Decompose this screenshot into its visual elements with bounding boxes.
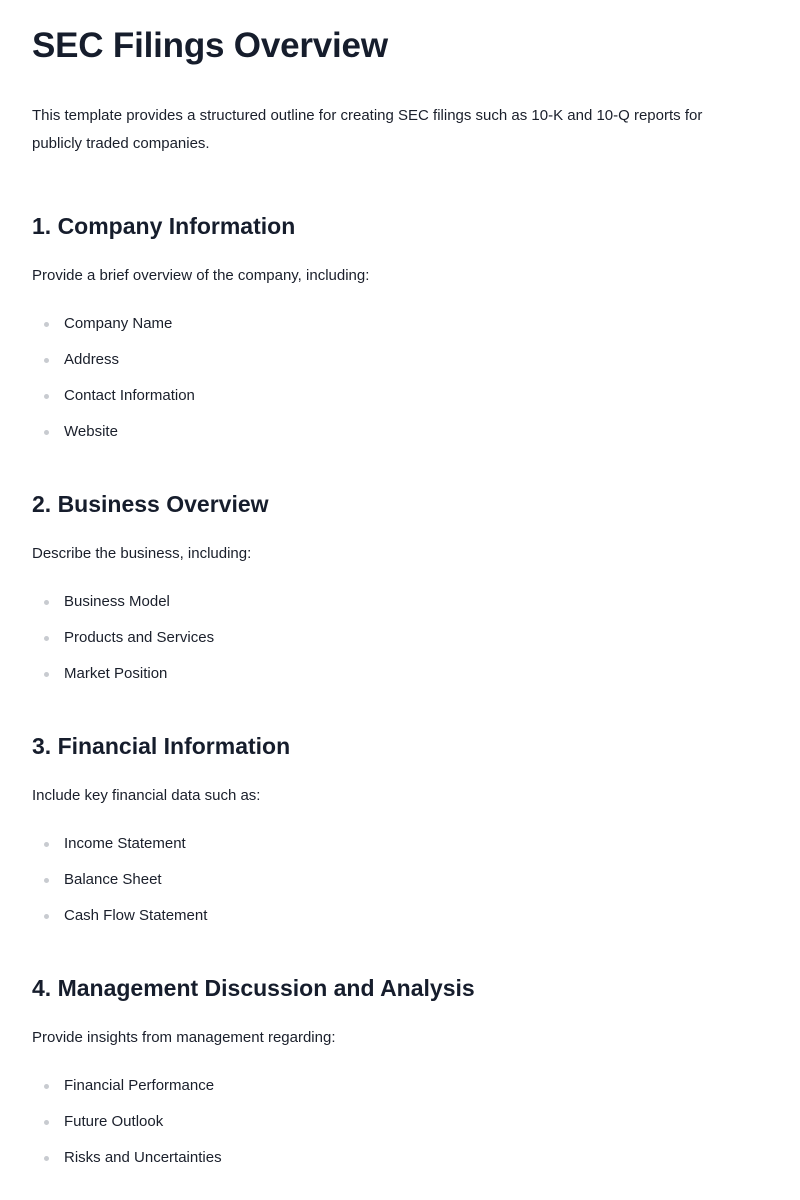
bullet-icon (44, 878, 49, 883)
bullet-icon (44, 1156, 49, 1161)
bullet-icon (44, 636, 49, 641)
section-description: Provide a brief overview of the company, including: (32, 267, 370, 284)
list-item (32, 868, 768, 892)
list-item (32, 384, 768, 408)
section-financial-information (32, 730, 768, 928)
bullet-icon (44, 914, 49, 919)
bullet-list (32, 832, 768, 928)
list-item (32, 904, 768, 928)
bullet-list (32, 590, 768, 686)
list-item-label: Future Outlook (64, 1113, 164, 1130)
list-item (32, 626, 768, 650)
bullet-icon (44, 1120, 49, 1125)
list-item (32, 1110, 768, 1134)
section-business-overview (32, 488, 768, 686)
list-item-label: Financial Performance (64, 1077, 215, 1094)
list-item-label: Risks and Uncertainties (64, 1149, 222, 1166)
list-item (32, 1074, 768, 1098)
list-item-label: Products and Services (64, 629, 215, 646)
list-item-label: Website (64, 423, 118, 440)
section-company-information (32, 210, 768, 444)
section-heading: 2. Business Overview (32, 491, 269, 517)
bullet-icon (44, 430, 49, 435)
section-management-discussion (32, 972, 768, 1170)
section-description: Describe the business, including: (32, 545, 252, 562)
bullet-icon (44, 322, 49, 327)
list-item (32, 590, 768, 614)
list-item (32, 662, 768, 686)
bullet-icon (44, 1084, 49, 1089)
list-item-label: Contact Information (64, 387, 195, 404)
list-item-label: Business Model (64, 593, 170, 610)
list-item-label: Address (64, 351, 120, 368)
list-item-label: Income Statement (64, 835, 186, 852)
list-item (32, 312, 768, 336)
section-heading: 3. Financial Information (32, 733, 291, 759)
bullet-icon (44, 842, 49, 847)
list-item (32, 420, 768, 444)
list-item (32, 832, 768, 856)
intro-paragraph: This template provides a structured outline for creating SEC filings such as 10-K and 10-Q reports for publicly traded companies. (32, 107, 703, 152)
section-description: Provide insights from management regarding: (32, 1029, 336, 1046)
list-item (32, 348, 768, 372)
list-item (32, 1146, 768, 1170)
page-title: SEC Filings Overview (32, 26, 388, 65)
section-heading: 4. Management Discussion and Analysis (32, 975, 475, 1001)
bullet-icon (44, 600, 49, 605)
list-item-label: Balance Sheet (64, 871, 162, 888)
bullet-list (32, 1074, 768, 1170)
section-heading: 1. Company Information (32, 213, 296, 239)
bullet-icon (44, 358, 49, 363)
list-item-label: Market Position (64, 665, 168, 682)
section-description: Include key financial data such as: (32, 787, 261, 804)
bullet-list (32, 312, 768, 444)
list-item-label: Company Name (64, 315, 173, 332)
list-item-label: Cash Flow Statement (64, 907, 208, 924)
bullet-icon (44, 394, 49, 399)
bullet-icon (44, 672, 49, 677)
